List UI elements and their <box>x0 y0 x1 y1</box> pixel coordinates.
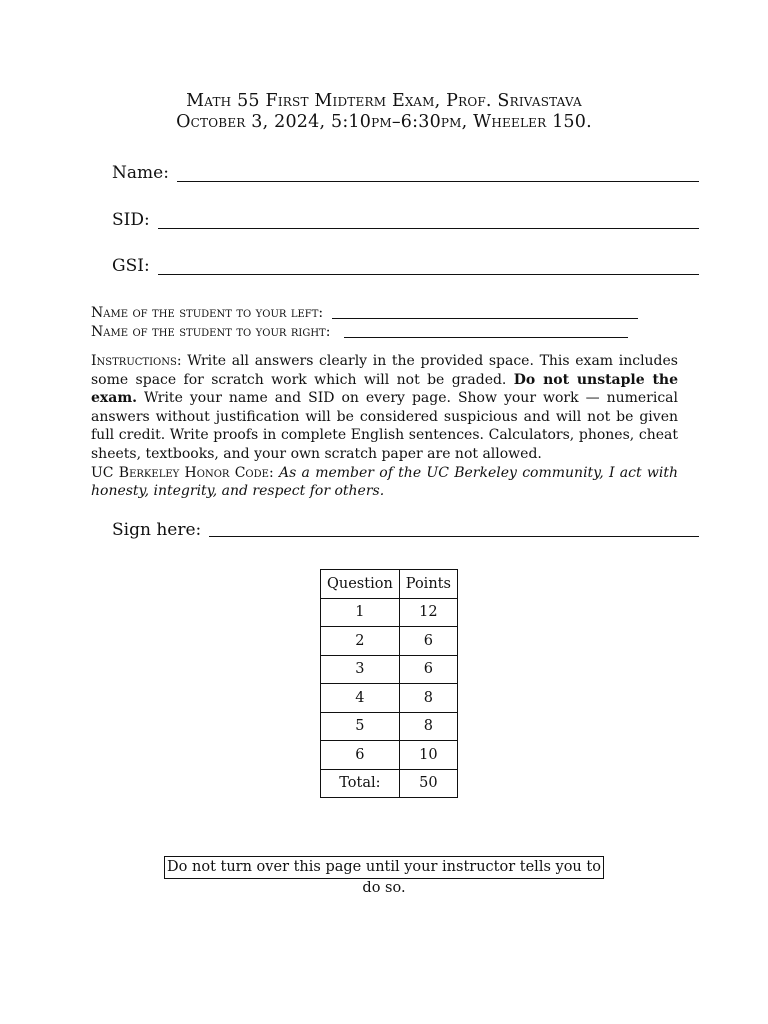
name-line[interactable] <box>177 180 699 182</box>
signature-line[interactable] <box>209 535 699 537</box>
points-cell: 6 <box>399 655 457 684</box>
exam-title <box>0 91 768 133</box>
table-header-row <box>321 570 458 599</box>
signature-label: Sign here: <box>112 520 202 540</box>
left-student-line[interactable] <box>332 317 638 319</box>
gsi-line[interactable] <box>158 273 699 275</box>
gsi-label: GSI: <box>112 256 150 276</box>
left-student-label: Name of the student to your left: <box>91 305 324 321</box>
title-line-1: Math 55 First Midterm Exam, Prof. Srivastava <box>186 91 582 111</box>
table-row <box>321 655 458 684</box>
table-header-points: Points <box>399 570 457 599</box>
honor-code-text: As a member of the UC Berkeley community, I act with honesty, integrity, and respect for others. <box>91 464 679 500</box>
notice-box: Do not turn over this page until your instructor tells you to do so. <box>164 856 604 879</box>
total-points-cell: 50 <box>399 769 457 798</box>
table-row <box>321 712 458 741</box>
points-cell: 6 <box>399 627 457 656</box>
name-label: Name: <box>112 163 169 183</box>
right-student-label: Name of the student to your right: <box>91 324 331 340</box>
name-field[interactable] <box>112 163 699 183</box>
instructions-text-1: Write all answers clearly in the provided space. This exam includes some space for scratch work which will not be graded. <box>91 353 678 388</box>
instructions-bold: Do not unstaple the exam. <box>91 371 679 407</box>
instructions-heading: Instructions: <box>91 353 182 369</box>
points-cell: 8 <box>399 712 457 741</box>
sid-label: SID: <box>112 210 150 230</box>
sid-line[interactable] <box>158 227 699 229</box>
question-cell: 2 <box>321 627 400 656</box>
question-cell: 5 <box>321 712 400 741</box>
points-table <box>320 569 458 798</box>
table-row <box>321 741 458 770</box>
points-cell: 12 <box>399 598 457 627</box>
total-label-cell: Total: <box>321 769 400 798</box>
gsi-field[interactable] <box>112 256 699 276</box>
left-student-field[interactable] <box>91 305 638 322</box>
points-cell: 8 <box>399 684 457 713</box>
table-row <box>321 598 458 627</box>
table-header-question: Question <box>321 570 400 599</box>
sid-field[interactable] <box>112 210 699 230</box>
points-cell: 10 <box>399 741 457 770</box>
signature-field[interactable] <box>112 520 699 540</box>
instructions <box>91 352 678 501</box>
right-student-field[interactable] <box>91 324 628 341</box>
honor-code-heading: UC Berkeley Honor Code: <box>91 464 274 481</box>
question-cell: 6 <box>321 741 400 770</box>
instructions-text-2: Write your name and SID on every page. Show your work — numerical answers without justification will be considered suspicious and will not be given full credit. Write proofs in complete English sentences. Calculators, phones, cheat sheets, textbooks, and your own scratch paper are not allowed. <box>91 390 678 462</box>
question-cell: 1 <box>321 598 400 627</box>
question-cell: 3 <box>321 655 400 684</box>
table-total-row <box>321 769 458 798</box>
right-student-line[interactable] <box>344 336 628 338</box>
title-line-2: October 3, 2024, 5:10pm–6:30pm, Wheeler 150. <box>176 112 592 132</box>
table-row <box>321 684 458 713</box>
question-cell: 4 <box>321 684 400 713</box>
table-row <box>321 627 458 656</box>
